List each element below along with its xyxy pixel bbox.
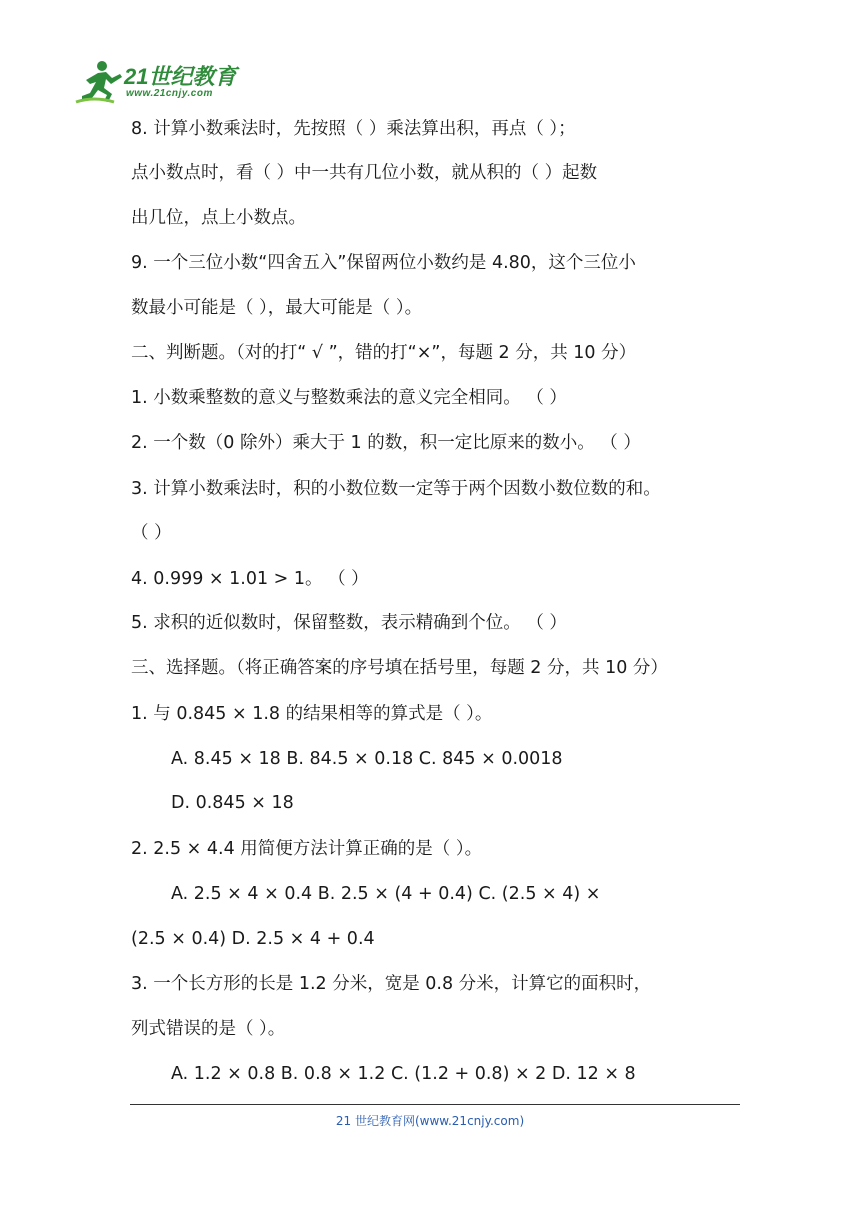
question-8-line-3: 出几位，点上小数点。 [131, 208, 306, 228]
judge-item-1: 1. 小数乘整数的意义与整数乘法的意义完全相同。 （ ） [131, 388, 567, 408]
logo-url: www.21cnjy.com [126, 88, 213, 99]
question-9-line-2: 数最小可能是（ ），最大可能是（ ）。 [131, 298, 423, 318]
choice-item-3-options: A. 1.2 × 0.8 B. 0.8 × 1.2 C. (1.2 + 0.8) × 2 D. 12 × 8 [171, 1064, 636, 1084]
choice-item-3-line-1: 3. 一个长方形的长是 1.2 分米，宽是 0.8 分米，计算它的面积时， [131, 974, 652, 994]
choice-item-1-option-d: D. 0.845 × 18 [171, 793, 294, 813]
judge-item-4: 4. 0.999 × 1.01 > 1。 （ ） [131, 569, 369, 589]
judge-item-5: 5. 求积的近似数时，保留整数，表示精确到个位。 （ ） [131, 613, 567, 633]
runner-icon [74, 58, 126, 106]
judge-item-3-blank: （ ） [131, 523, 172, 543]
choice-item-2-options-line-2: (2.5 × 0.4) D. 2.5 × 4 + 0.4 [131, 929, 375, 949]
choice-item-2: 2. 2.5 × 4.4 用简便方法计算正确的是（ ）。 [131, 839, 483, 859]
question-8-line-2: 点小数点时，看（ ）中一共有几位小数，就从积的（ ）起数 [131, 163, 598, 183]
footer-text: 21 世纪教育网(www.21cnjy.com) [335, 1114, 525, 1128]
question-8-line-1: 8. 计算小数乘法时，先按照（ ）乘法算出积，再点（ ）； [131, 119, 576, 139]
judge-item-3: 3. 计算小数乘法时，积的小数位数一定等于两个因数小数位数的和。 [131, 479, 661, 499]
choice-item-3-line-2: 列式错误的是（ ）。 [131, 1019, 286, 1039]
choice-item-2-options-line-1: A. 2.5 × 4 × 0.4 B. 2.5 × (4 + 0.4) C. (2.5 × 4) × [171, 884, 601, 904]
section-2-heading: 二、判断题。（对的打“ √ ”，错的打“×”，每题 2 分，共 10 分） [131, 343, 637, 363]
footer-divider [130, 1104, 740, 1105]
choice-item-1: 1. 与 0.845 × 1.8 的结果相等的算式是（ ）。 [131, 704, 493, 724]
logo-text: 21世纪教育 [124, 64, 237, 89]
section-3-heading: 三、选择题。（将正确答案的序号填在括号里，每题 2 分，共 10 分） [131, 658, 668, 678]
site-logo [74, 58, 244, 108]
question-9-line-1: 9. 一个三位小数“四舍五入”保留两位小数约是 4.80，这个三位小 [131, 253, 636, 273]
judge-item-2: 2. 一个数（0 除外）乘大于 1 的数，积一定比原来的数小。 （ ） [131, 433, 641, 453]
choice-item-1-options-a-c: A. 8.45 × 18 B. 84.5 × 0.18 C. 845 × 0.0018 [171, 749, 563, 769]
